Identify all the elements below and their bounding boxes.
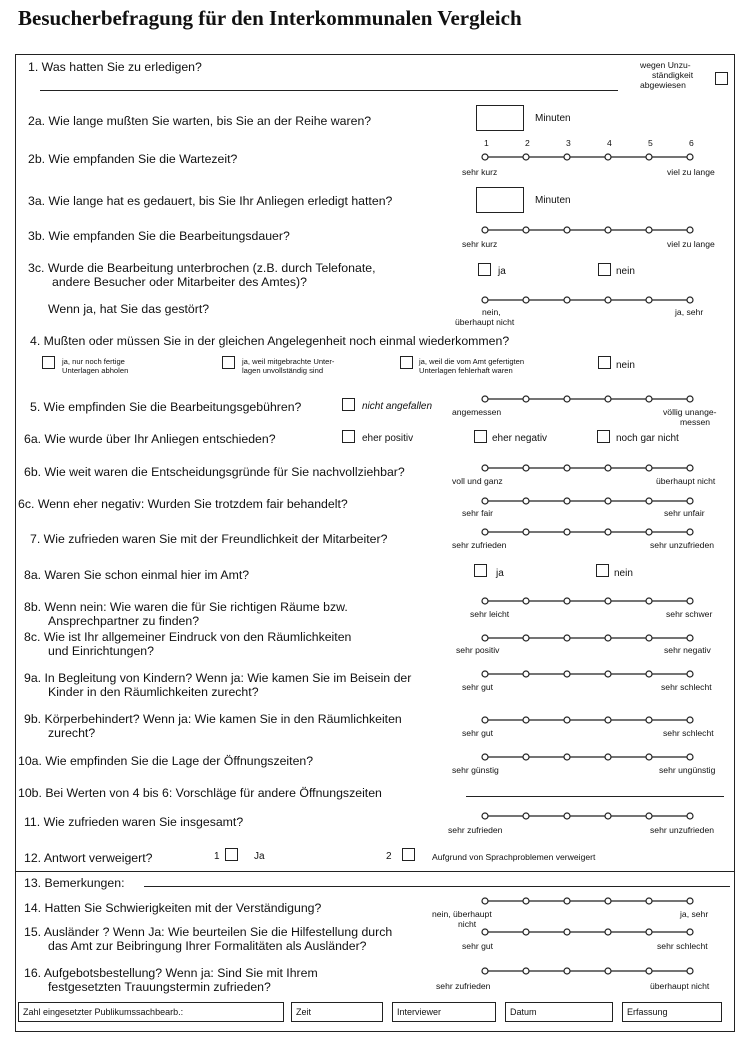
scale-point-6[interactable] bbox=[687, 297, 693, 303]
q3c-sub-text: Wenn ja, hat Sie das gestört? bbox=[48, 302, 210, 316]
q12-text: 12. Antwort verweigert? bbox=[24, 851, 153, 865]
q15-text-1: 15. Ausländer ? Wenn Ja: Wie beurteilen Sie die Hilfestellung durch bbox=[24, 925, 393, 939]
q3c-text-2: andere Besucher oder Mitarbeiter des Amtes)? bbox=[52, 275, 307, 289]
scale-point-4[interactable] bbox=[605, 529, 611, 535]
q10a-text: 10a. Wie empfinden Sie die Lage der Öffnungszeiten? bbox=[18, 754, 314, 768]
q12-language-checkbox[interactable] bbox=[402, 848, 415, 861]
q14-left-1: nein, überhaupt bbox=[432, 909, 492, 919]
q3b-right: viel zu lange bbox=[667, 239, 715, 249]
q15-text-2: das Amt zur Beibringung Ihrer Formalitäten als Ausländer? bbox=[48, 939, 367, 953]
scale-point-6[interactable] bbox=[687, 498, 693, 504]
scale-point-5[interactable] bbox=[646, 754, 652, 760]
q5-scale[interactable] bbox=[481, 394, 681, 404]
scale-point-1[interactable] bbox=[482, 929, 488, 935]
q12-n1: 1 bbox=[214, 851, 220, 862]
scale-point-5[interactable] bbox=[646, 717, 652, 723]
q3b-text: 3b. Wie empfanden Sie die Bearbeitungsdauer? bbox=[28, 229, 290, 243]
footer-entry[interactable]: Erfassung bbox=[622, 1002, 722, 1022]
q8c-text-2: und Einrichtungen? bbox=[48, 644, 154, 658]
scale-point-5[interactable] bbox=[646, 598, 652, 604]
scale-point-2[interactable] bbox=[523, 754, 529, 760]
q7-right: sehr unzufrieden bbox=[650, 540, 715, 550]
scale-point-2[interactable] bbox=[523, 635, 529, 641]
q2b-n1: 1 bbox=[484, 138, 489, 148]
scale-point-1[interactable] bbox=[482, 154, 488, 160]
scale-point-5[interactable] bbox=[646, 929, 652, 935]
scale-point-5[interactable] bbox=[646, 396, 652, 402]
scale-point-2[interactable] bbox=[523, 968, 529, 974]
scale-point-1[interactable] bbox=[482, 813, 488, 819]
q6c-scale[interactable] bbox=[481, 496, 681, 506]
q3b-scale[interactable] bbox=[481, 225, 681, 235]
scale-point-2[interactable] bbox=[523, 529, 529, 535]
q15-left: sehr gut bbox=[462, 941, 494, 951]
q6a-negative-checkbox[interactable] bbox=[474, 430, 487, 443]
scale-point-2[interactable] bbox=[523, 154, 529, 160]
q8c-text-1: 8c. Wie ist Ihr allgemeiner Eindruck von den Räumlichkeiten bbox=[24, 630, 352, 644]
scale-point-3[interactable] bbox=[564, 227, 570, 233]
scale-point-3[interactable] bbox=[564, 465, 570, 471]
scale-point-6[interactable] bbox=[687, 754, 693, 760]
q5-left: angemessen bbox=[452, 407, 502, 417]
divider bbox=[15, 871, 735, 872]
q3c-no-checkbox[interactable] bbox=[598, 263, 611, 276]
q9b-right: sehr schlecht bbox=[663, 728, 714, 738]
q8a-no-checkbox[interactable] bbox=[596, 564, 609, 577]
q6b-right: überhaupt nicht bbox=[656, 476, 716, 486]
scale-point-1[interactable] bbox=[482, 396, 488, 402]
q11-text: 11. Wie zufrieden waren Sie insgesamt? bbox=[24, 815, 244, 829]
scale-point-6[interactable] bbox=[687, 465, 693, 471]
q2a-text: 2a. Wie lange mußten Sie warten, bis Sie an der Reihe waren? bbox=[28, 114, 372, 128]
scale-point-1[interactable] bbox=[482, 598, 488, 604]
scale-point-5[interactable] bbox=[646, 813, 652, 819]
q4-opt1-label-1: ja, nur noch fertige bbox=[62, 357, 125, 366]
q5-text: 5. Wie empfinden Sie die Bearbeitungsgebühren? bbox=[30, 400, 302, 414]
q1-side-label-3: abgewiesen bbox=[640, 80, 686, 90]
scale-point-1[interactable] bbox=[482, 635, 488, 641]
q6a-positive-checkbox[interactable] bbox=[342, 430, 355, 443]
q12-yes-checkbox[interactable] bbox=[225, 848, 238, 861]
q1-rejected-checkbox[interactable] bbox=[715, 72, 728, 85]
scale-point-1[interactable] bbox=[482, 465, 488, 471]
q6a-text: 6a. Wie wurde über Ihr Anliegen entschieden? bbox=[24, 432, 276, 446]
footer-interviewer[interactable]: Interviewer bbox=[392, 1002, 496, 1022]
q2b-n4: 4 bbox=[607, 138, 612, 148]
q3a-unit: Minuten bbox=[535, 195, 571, 206]
scale-point-2[interactable] bbox=[523, 598, 529, 604]
q8a-yes-label: ja bbox=[496, 568, 504, 579]
scale-point-4[interactable] bbox=[605, 227, 611, 233]
scale-point-6[interactable] bbox=[687, 227, 693, 233]
q13-answer-line[interactable] bbox=[144, 886, 730, 887]
q4-opt2-label-1: ja, weil mitgebrachte Unter- bbox=[242, 357, 335, 366]
scale-point-4[interactable] bbox=[605, 635, 611, 641]
q3a-minutes-input[interactable] bbox=[476, 187, 524, 213]
scale-point-6[interactable] bbox=[687, 529, 693, 535]
q9a-right: sehr schlecht bbox=[661, 682, 712, 692]
q3c-left-1: nein, bbox=[482, 307, 501, 317]
q12-n2: 2 bbox=[386, 851, 392, 862]
scale-point-1[interactable] bbox=[482, 717, 488, 723]
q2b-n2: 2 bbox=[525, 138, 530, 148]
scale-point-4[interactable] bbox=[605, 717, 611, 723]
q8a-no-label: nein bbox=[614, 568, 633, 579]
scale-point-4[interactable] bbox=[605, 498, 611, 504]
footer-date[interactable]: Datum bbox=[505, 1002, 613, 1022]
scale-point-4[interactable] bbox=[605, 898, 611, 904]
q7-text: 7. Wie zufrieden waren Sie mit der Freundlichkeit der Mitarbeiter? bbox=[30, 532, 388, 546]
scale-point-3[interactable] bbox=[564, 968, 570, 974]
q3c-right: ja, sehr bbox=[675, 307, 704, 317]
scale-point-6[interactable] bbox=[687, 717, 693, 723]
q3c-yes-label: ja bbox=[498, 266, 506, 277]
q7-scale[interactable] bbox=[481, 527, 681, 537]
scale-point-1[interactable] bbox=[482, 529, 488, 535]
q9b-left: sehr gut bbox=[462, 728, 494, 738]
q2a-unit: Minuten bbox=[535, 113, 571, 124]
q9b-text-1: 9b. Körperbehindert? Wenn ja: Wie kamen Sie in den Räumlichkeiten bbox=[24, 712, 402, 726]
q8c-left: sehr positiv bbox=[456, 645, 500, 655]
q10b-answer-line[interactable] bbox=[466, 796, 724, 797]
scale-point-3[interactable] bbox=[564, 813, 570, 819]
scale-point-6[interactable] bbox=[687, 813, 693, 819]
scale-point-3[interactable] bbox=[564, 717, 570, 723]
scale-point-6[interactable] bbox=[687, 671, 693, 677]
q5-right-1: völlig unange- bbox=[663, 407, 717, 417]
q3a-text: 3a. Wie lange hat es gedauert, bis Sie Ihr Anliegen erledigt hatten? bbox=[28, 194, 393, 208]
q16-scale[interactable] bbox=[481, 966, 681, 976]
q14-left-2: nicht bbox=[458, 919, 477, 929]
scale-point-5[interactable] bbox=[646, 529, 652, 535]
scale-point-5[interactable] bbox=[646, 297, 652, 303]
q9b-text-2: zurecht? bbox=[48, 726, 96, 740]
scale-point-2[interactable] bbox=[523, 929, 529, 935]
q9b-scale[interactable] bbox=[481, 715, 681, 725]
scale-point-1[interactable] bbox=[482, 498, 488, 504]
scale-point-4[interactable] bbox=[605, 154, 611, 160]
scale-point-4[interactable] bbox=[605, 968, 611, 974]
q2b-n6: 6 bbox=[689, 138, 694, 148]
scale-point-5[interactable] bbox=[646, 968, 652, 974]
q3c-text-1: 3c. Wurde die Bearbeitung unterbrochen (z.B. durch Telefonate, bbox=[28, 261, 376, 275]
scale-point-5[interactable] bbox=[646, 898, 652, 904]
q3c-scale[interactable] bbox=[481, 295, 681, 305]
q8b-left: sehr leicht bbox=[470, 609, 510, 619]
scale-point-6[interactable] bbox=[687, 396, 693, 402]
q15-right: sehr schlecht bbox=[657, 941, 708, 951]
q14-scale[interactable] bbox=[481, 896, 681, 906]
q8c-right: sehr negativ bbox=[664, 645, 711, 655]
scale-point-3[interactable] bbox=[564, 396, 570, 402]
q9a-left: sehr gut bbox=[462, 682, 494, 692]
scale-point-2[interactable] bbox=[523, 227, 529, 233]
q4-opt3-label-2: Unterlagen fehlerhaft waren bbox=[419, 366, 513, 375]
q1-text: 1. Was hatten Sie zu erledigen? bbox=[28, 60, 202, 74]
scale-point-3[interactable] bbox=[564, 671, 570, 677]
q4-opt4-checkbox[interactable] bbox=[598, 356, 611, 369]
scale-point-2[interactable] bbox=[523, 498, 529, 504]
scale-point-5[interactable] bbox=[646, 671, 652, 677]
footer-staff-count[interactable]: Zahl eingesetzter Publikumssachbearb.: bbox=[18, 1002, 284, 1022]
scale-point-4[interactable] bbox=[605, 813, 611, 819]
q16-right: überhaupt nicht bbox=[650, 981, 710, 991]
scale-point-3[interactable] bbox=[564, 929, 570, 935]
scale-point-2[interactable] bbox=[523, 813, 529, 819]
q4-opt4-label: nein bbox=[616, 360, 635, 371]
q11-left: sehr zufrieden bbox=[448, 825, 503, 835]
q15-scale[interactable] bbox=[481, 927, 681, 937]
q2b-right: viel zu lange bbox=[667, 167, 715, 177]
q5-na-label: nicht angefallen bbox=[362, 401, 433, 412]
scale-point-6[interactable] bbox=[687, 598, 693, 604]
q16-text-2: festgesetzten Trauungstermin zufrieden? bbox=[48, 980, 271, 994]
scale-point-2[interactable] bbox=[523, 396, 529, 402]
q6b-scale[interactable] bbox=[481, 463, 681, 473]
scale-point-1[interactable] bbox=[482, 297, 488, 303]
scale-point-5[interactable] bbox=[646, 227, 652, 233]
q4-opt1-label-2: Unterlagen abholen bbox=[62, 366, 129, 375]
q4-opt2-checkbox[interactable] bbox=[222, 356, 235, 369]
q4-opt3-checkbox[interactable] bbox=[400, 356, 413, 369]
scale-point-4[interactable] bbox=[605, 465, 611, 471]
q4-opt1-checkbox[interactable] bbox=[42, 356, 55, 369]
q3c-no-label: nein bbox=[616, 266, 635, 277]
scale-point-1[interactable] bbox=[482, 754, 488, 760]
q6b-text: 6b. Wie weit waren die Entscheidungsgründe für Sie nachvollziehbar? bbox=[24, 465, 405, 479]
q3b-left: sehr kurz bbox=[462, 239, 498, 249]
footer-time[interactable]: Zeit bbox=[291, 1002, 383, 1022]
q10a-scale[interactable] bbox=[481, 752, 681, 762]
q8a-yes-checkbox[interactable] bbox=[474, 564, 487, 577]
scale-point-3[interactable] bbox=[564, 635, 570, 641]
q6b-left: voll und ganz bbox=[452, 476, 503, 486]
scale-point-6[interactable] bbox=[687, 154, 693, 160]
scale-point-2[interactable] bbox=[523, 717, 529, 723]
q1-side-label-2: ständigkeit bbox=[652, 70, 694, 80]
scale-point-3[interactable] bbox=[564, 154, 570, 160]
q6a-pending-checkbox[interactable] bbox=[597, 430, 610, 443]
scale-point-6[interactable] bbox=[687, 898, 693, 904]
scale-point-2[interactable] bbox=[523, 465, 529, 471]
q8b-right: sehr schwer bbox=[666, 609, 713, 619]
scale-point-5[interactable] bbox=[646, 465, 652, 471]
q2a-minutes-input[interactable] bbox=[476, 105, 524, 131]
q11-right: sehr unzufrieden bbox=[650, 825, 715, 835]
q9a-text-2: Kinder in den Räumlichkeiten zurecht? bbox=[48, 685, 259, 699]
scale-point-3[interactable] bbox=[564, 898, 570, 904]
q12-language-label: Aufgrund von Sprachproblemen verweigert bbox=[432, 852, 596, 862]
scale-point-3[interactable] bbox=[564, 297, 570, 303]
scale-point-1[interactable] bbox=[482, 968, 488, 974]
q5-right-2: messen bbox=[680, 417, 711, 427]
scale-point-1[interactable] bbox=[482, 227, 488, 233]
q12-yes-label: Ja bbox=[254, 851, 265, 862]
q4-text: 4. Mußten oder müssen Sie in der gleichen Angelegenheit noch einmal wiederkommen? bbox=[30, 334, 510, 348]
scale-point-6[interactable] bbox=[687, 929, 693, 935]
q16-text-1: 16. Aufgebotsbestellung? Wenn ja: Sind Sie mit Ihrem bbox=[24, 966, 318, 980]
q6c-text: 6c. Wenn eher negativ: Wurden Sie trotzdem fair behandelt? bbox=[18, 497, 348, 511]
q14-right: ja, sehr bbox=[680, 909, 709, 919]
q1-answer-line[interactable] bbox=[40, 90, 618, 91]
q16-left: sehr zufrieden bbox=[436, 981, 491, 991]
scale-point-3[interactable] bbox=[564, 498, 570, 504]
q4-opt3-label-1: ja, weil die vom Amt gefertigten bbox=[419, 357, 525, 366]
scale-point-5[interactable] bbox=[646, 498, 652, 504]
q14-text: 14. Hatten Sie Schwierigkeiten mit der Verständigung? bbox=[24, 901, 322, 915]
q11-scale[interactable] bbox=[481, 811, 681, 821]
scale-point-4[interactable] bbox=[605, 754, 611, 760]
scale-point-4[interactable] bbox=[605, 396, 611, 402]
q6a-positive-label: eher positiv bbox=[362, 433, 414, 444]
q6a-negative-label: eher negativ bbox=[492, 433, 548, 444]
scale-point-3[interactable] bbox=[564, 754, 570, 760]
scale-point-4[interactable] bbox=[605, 671, 611, 677]
q6c-left: sehr fair bbox=[462, 508, 494, 518]
scale-point-4[interactable] bbox=[605, 598, 611, 604]
scale-point-1[interactable] bbox=[482, 898, 488, 904]
q5-na-checkbox[interactable] bbox=[342, 398, 355, 411]
q2b-left: sehr kurz bbox=[462, 167, 498, 177]
scale-point-5[interactable] bbox=[646, 635, 652, 641]
q2b-scale[interactable] bbox=[481, 152, 681, 162]
form-title: Besucherbefragung für den Interkommunalen Vergleich bbox=[18, 6, 522, 30]
scale-point-1[interactable] bbox=[482, 671, 488, 677]
q8c-scale[interactable] bbox=[481, 633, 681, 643]
q10b-text: 10b. Bei Werten von 4 bis 6: Vorschläge für andere Öffnungszeiten bbox=[18, 786, 382, 800]
q6c-right: sehr unfair bbox=[664, 508, 705, 518]
q3c-left-2: überhaupt nicht bbox=[455, 317, 515, 327]
scale-point-2[interactable] bbox=[523, 671, 529, 677]
q2b-n3: 3 bbox=[566, 138, 571, 148]
q13-text: 13. Bemerkungen: bbox=[24, 876, 125, 890]
q1-side-label-1: wegen Unzu- bbox=[640, 60, 691, 70]
q3c-yes-checkbox[interactable] bbox=[478, 263, 491, 276]
q10a-left: sehr günstig bbox=[452, 765, 499, 775]
scale-point-3[interactable] bbox=[564, 529, 570, 535]
q2b-text: 2b. Wie empfanden Sie die Wartezeit? bbox=[28, 152, 238, 166]
scale-point-2[interactable] bbox=[523, 898, 529, 904]
q9a-scale[interactable] bbox=[481, 669, 681, 679]
scale-point-6[interactable] bbox=[687, 635, 693, 641]
q9a-text-1: 9a. In Begleitung von Kindern? Wenn ja: Wie kamen Sie im Beisein der bbox=[24, 671, 412, 685]
q4-opt2-label-2: lagen unvollständig sind bbox=[242, 366, 324, 375]
q2b-n5: 5 bbox=[648, 138, 653, 148]
q10a-right: sehr ungünstig bbox=[659, 765, 716, 775]
scale-point-2[interactable] bbox=[523, 297, 529, 303]
q7-left: sehr zufrieden bbox=[452, 540, 507, 550]
scale-point-4[interactable] bbox=[605, 297, 611, 303]
q8a-text: 8a. Waren Sie schon einmal hier im Amt? bbox=[24, 568, 250, 582]
scale-point-5[interactable] bbox=[646, 154, 652, 160]
scale-point-6[interactable] bbox=[687, 968, 693, 974]
q8b-text-2: Ansprechpartner zu finden? bbox=[48, 614, 200, 628]
q8b-scale[interactable] bbox=[481, 596, 681, 606]
scale-point-3[interactable] bbox=[564, 598, 570, 604]
q6a-pending-label: noch gar nicht bbox=[616, 433, 679, 444]
scale-point-4[interactable] bbox=[605, 929, 611, 935]
q8b-text-1: 8b. Wenn nein: Wie waren die für Sie richtigen Räume bzw. bbox=[24, 600, 348, 614]
